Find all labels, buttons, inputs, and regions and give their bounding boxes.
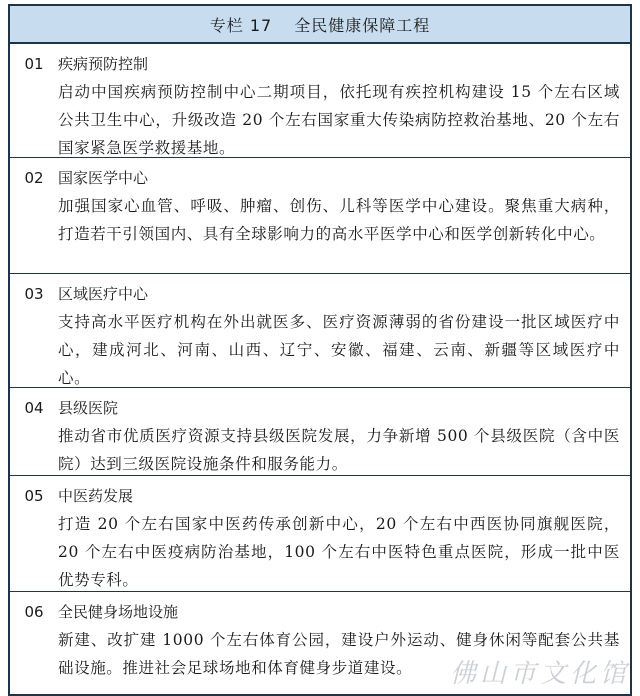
project-description: 打造 20 个左右国家中医药传承创新中心，20 个左右中西医协同旗舰医院，20 个左右中医疫病防治基地，100 个左右中医特色重点医院，形成一批中医优势专科。 — [58, 515, 620, 589]
column-box — [8, 4, 632, 696]
project-description: 推动省市优质医疗资源支持县级医院发展，力争新增 500 个县级医院（含中医院）达到三级医院设施条件和服务能力。 — [58, 427, 620, 473]
column-title: 全民健康保障工程 — [294, 15, 431, 35]
project-description: 加强国家心血管、呼吸、肿瘤、创伤、儿科等医学中心建设。聚焦重大病种，打造若干引领国内、具有全球影响力的高水平医学中心和医学创新转化中心。 — [58, 197, 620, 243]
project-row — [10, 476, 630, 592]
column-header — [10, 6, 630, 44]
project-title: 县级医院 — [58, 399, 119, 417]
project-index: 01 — [24, 55, 44, 73]
project-row — [10, 158, 630, 274]
project-row — [10, 44, 630, 158]
project-index: 03 — [24, 285, 44, 303]
column-number: 专栏 17 — [209, 15, 273, 35]
project-row — [10, 388, 630, 476]
project-index: 05 — [24, 487, 44, 505]
project-title: 疾病预防控制 — [58, 55, 149, 73]
project-description: 新建、改扩建 1000 个左右体育公园，建设户外运动、健身休闲等配套公共基础设施。推进社会足球场地和体育健身步道建设。 — [58, 631, 620, 677]
project-description: 启动中国疾病预防控制中心二期项目，依托现有疾控机构建设 15 个左右区域公共卫生中心，升级改造 20 个左右国家重大传染病防控救治基地、20 个左右国家紧急医学救援基地。 — [58, 83, 620, 157]
project-row — [10, 274, 630, 388]
project-title: 中医药发展 — [58, 487, 134, 505]
project-title: 全民健身场地设施 — [58, 603, 179, 621]
project-description: 支持高水平医疗机构在外出就医多、医疗资源薄弱的省份建设一批区域医疗中心，建成河北、河南、山西、辽宁、安徽、福建、云南、新疆等区域医疗中心。 — [58, 313, 620, 387]
project-title: 区域医疗中心 — [58, 285, 149, 303]
watermark-logo: 佛山市文化馆 — [449, 659, 630, 689]
project-index: 06 — [24, 603, 44, 621]
project-index: 04 — [24, 399, 44, 417]
project-title: 国家医学中心 — [58, 169, 149, 187]
project-index: 02 — [24, 169, 44, 187]
